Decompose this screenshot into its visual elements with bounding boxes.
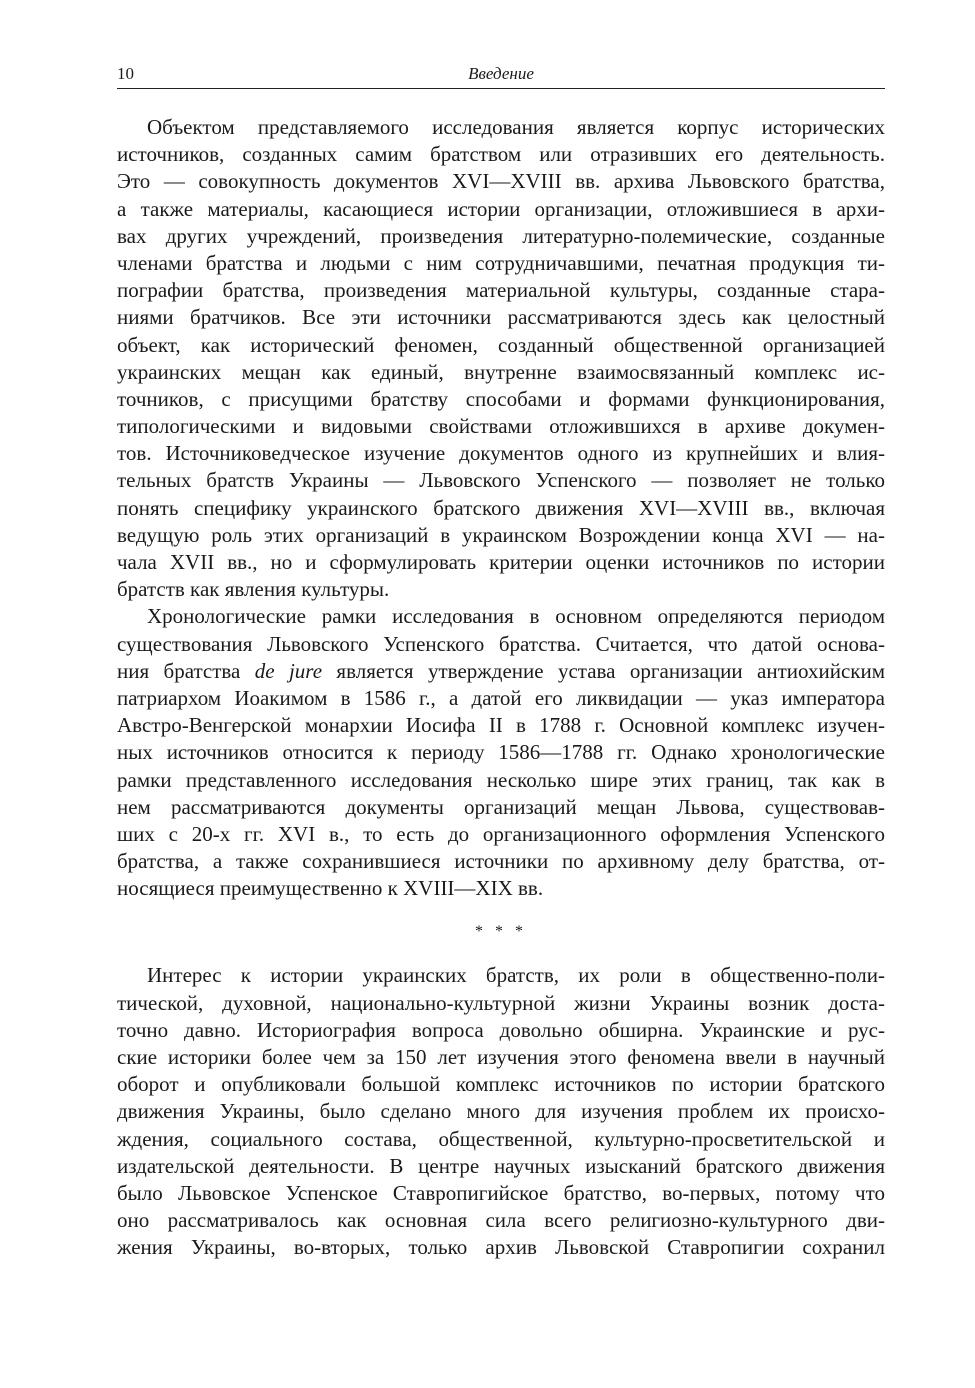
text-line: оно рассматривалось как основная сила всего религиозно-культурного дви- xyxy=(117,1208,885,1233)
text-segment: ния братства xyxy=(117,658,255,683)
paragraph-3 xyxy=(117,962,885,1261)
running-title: Введение xyxy=(468,64,534,83)
text-line: точников, с присущими братству способами и формами функционирования, xyxy=(117,386,885,411)
paragraph-1 xyxy=(117,114,885,603)
text-line: патриархом Иоакимом в 1586 г., а датой его ликвидации — указ императора xyxy=(117,685,885,710)
text-line: жения Украины, во-вторых, только архив Львовской Ставропигии сохранил xyxy=(117,1235,885,1260)
text-segment: является утверждение устава организации антиохийским xyxy=(322,658,885,683)
text-line: ведущую роль этих организаций в украинском Возрождении конца XVI — на- xyxy=(117,522,885,547)
section-separator: * * * xyxy=(475,923,527,941)
text-line: точно давно. Историография вопроса довольно обширна. Украинские и рус- xyxy=(117,1017,885,1042)
text-line: Объектом представляемого исследования является корпус исторических xyxy=(147,115,885,139)
text-line: Австро-Венгерской монархии Иосифа II в 1788 г. Основной комплекс изучен- xyxy=(117,713,885,738)
text-line: источников, созданных самим братством или отразивших его деятельность. xyxy=(117,142,885,167)
text-line: ские историки более чем за 150 лет изучения этого феномена ввели в научный xyxy=(117,1045,885,1069)
text-line: Хронологические рамки исследования в основном определяются периодом xyxy=(147,604,885,629)
text-line: ших с 20-х гг. XVI в., то есть до организационного оформления Успенского xyxy=(117,821,885,846)
text-line: носящиеся преимущественно к XVIII—XIX вв. xyxy=(117,876,544,901)
text-line: братств как явления культуры. xyxy=(117,577,390,602)
text-line: было Львовское Успенское Ставропигийское братство, во-первых, потому что xyxy=(117,1180,885,1205)
italic-term: de jure xyxy=(254,658,323,683)
body-text xyxy=(117,114,885,1262)
page-number: 10 xyxy=(117,64,134,83)
text-line xyxy=(117,658,885,685)
text-line: братства, а также сохранившиеся источники по архивному делу братства, от- xyxy=(117,849,885,874)
text-line: Это — совокупность документов XVI—XVIII вв. архива Львовского братства, xyxy=(117,169,885,194)
text-line: тельных братств Украины — Львовского Успенского — позволяет не только xyxy=(117,468,885,493)
text-line: рамки представленного исследования несколько шире этих границ, так как в xyxy=(117,767,885,792)
text-line: украинских мещан как единый, внутренне взаимосвязанный комплекс ис- xyxy=(117,359,885,384)
text-line: ниями братчиков. Все эти источники рассматриваются здесь как целостный xyxy=(117,305,885,330)
text-line: издательской деятельности. В центре научных изысканий братского движения xyxy=(117,1153,885,1178)
text-line: нем рассматриваются документы организаций мещан Львова, существовав- xyxy=(117,794,885,819)
text-line: объект, как исторический феномен, созданный общественной организацией xyxy=(117,332,885,357)
text-line: существования Львовского Успенского братства. Считается, что датой основа- xyxy=(117,631,885,656)
text-line: а также материалы, касающиеся истории организации, отложившиеся в архи- xyxy=(117,196,885,221)
text-line: типологическими и видовыми свойствами отложившихся в архиве докумен- xyxy=(117,414,885,439)
text-line: Интерес к истории украинских братств, их роли в общественно-поли- xyxy=(147,963,885,988)
text-line: понять специфику украинского братского движения XVI—XVIII вв., включая xyxy=(117,495,885,520)
text-line: оборот и опубликовали большой комплекс источников по истории братского xyxy=(117,1072,885,1097)
text-line: движения Украины, было сделано много для изучения проблем их происхо- xyxy=(117,1099,885,1124)
text-line: членами братства и людьми с ним сотрудничавшими, печатная продукция ти- xyxy=(117,250,885,275)
text-line: тов. Источниковедческое изучение документов одного из крупнейших и влия- xyxy=(117,441,885,466)
paragraph-2 xyxy=(117,603,885,902)
text-line: пографии братства, произведения материальной культуры, созданные стара- xyxy=(117,278,885,303)
text-line: ных источников относится к периоду 1586—1788 гг. Однако хронологические xyxy=(117,740,885,765)
text-line: ждения, социального состава, общественной, культурно-просветительской и xyxy=(117,1126,885,1151)
running-header xyxy=(117,62,885,89)
text-line: вах других учреждений, произведения литературно-полемические, созданные xyxy=(117,223,885,248)
text-line: чала XVII вв., но и сформулировать критерии оценки источников по истории xyxy=(117,550,885,574)
text-line: тической, духовной, национально-культурной жизни Украины возник доста- xyxy=(117,990,885,1015)
